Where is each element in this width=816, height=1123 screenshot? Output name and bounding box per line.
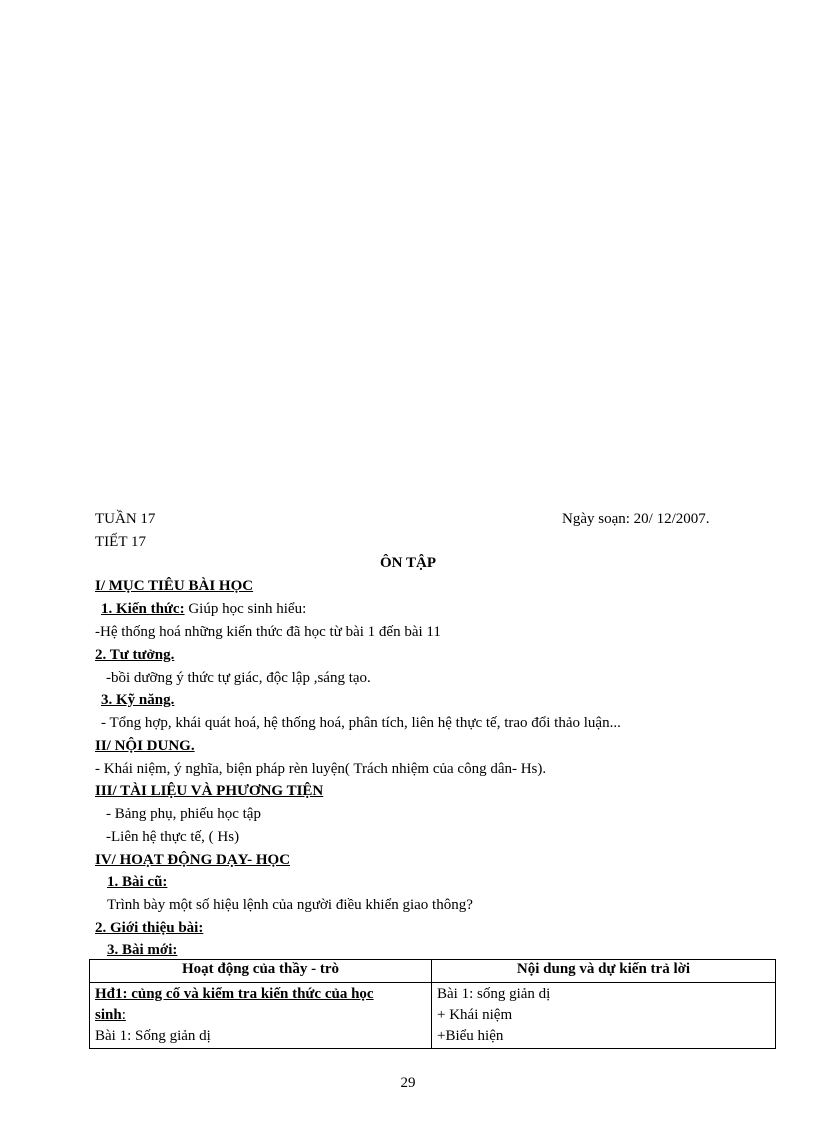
knowledge-label: 1. Kiến thức:: [101, 601, 185, 617]
section-activities-heading: IV/ HOẠT ĐỘNG DẠY- HỌC: [95, 852, 291, 868]
table-header-content: Nội dung và dự kiến trả lời: [432, 960, 776, 983]
section-objectives-heading: I/ MỤC TIÊU BÀI HỌC: [95, 578, 254, 594]
section-content-heading: II/ NỘI DUNG.: [95, 738, 195, 754]
table-header-row: [90, 960, 776, 983]
new-lesson-label: 3. Bài mới:: [107, 942, 178, 958]
table-cell-content: [432, 983, 776, 1049]
table-row: [90, 983, 776, 1049]
page-title: ÔN TẬP: [380, 555, 436, 571]
knowledge-line: [101, 599, 306, 619]
date-label: Ngày soạn: 20/ 12/2007.: [562, 511, 710, 527]
table-header-teacher: Hoạt động của thầy - trò: [90, 960, 432, 983]
content-detail: - Khái niệm, ý nghĩa, biện pháp rèn luyện( Trách nhiệm của công dân- Hs).: [95, 761, 547, 777]
skill-detail: - Tổng hợp, khái quát hoá, hệ thống hoá, phân tích, liên hệ thực tế, trao đổi thảo luận...: [101, 715, 621, 731]
materials-line-1: - Bảng phụ, phiếu học tập: [106, 806, 261, 822]
table-cell-activity: [90, 983, 432, 1049]
page-number: 29: [400, 1075, 416, 1091]
old-lesson-label: 1. Bài cũ:: [107, 874, 168, 890]
content-line-3: +Biểu hiện: [437, 1028, 504, 1044]
thought-label: 2. Tư tưởng.: [95, 647, 175, 663]
thought-detail: -bồi dưỡng ý thức tự giác, độc lập ,sáng tạo.: [106, 670, 371, 686]
knowledge-detail: -Hệ thống hoá những kiến thức đã học từ bài 1 đến bài 11: [95, 624, 441, 640]
period-label: TIẾT 17: [95, 534, 146, 550]
skill-label: 3. Kỹ năng.: [101, 692, 175, 708]
content-line-2: + Khái niệm: [437, 1007, 513, 1023]
section-materials-heading: III/ TÀI LIỆU VÀ PHƯƠNG TIỆN: [95, 783, 324, 799]
materials-line-2: -Liên hệ thực tế, ( Hs): [106, 829, 240, 845]
week-label: TUẦN 17: [95, 511, 156, 527]
activity-lesson-line: Bài 1: Sống giản dị: [95, 1028, 211, 1044]
content-line-1: Bài 1: sống giản dị: [437, 986, 551, 1002]
old-lesson-question: Trình bày một số hiệu lệnh của người điều khiển giao thông?: [107, 897, 473, 913]
activity-title-line-1: Hđ1: củng cố và kiểm tra kiến thức của học: [95, 986, 374, 1002]
activity-title-word: sinh: [95, 1007, 122, 1023]
activity-title-line-2: [95, 1005, 426, 1026]
knowledge-text: Giúp học sinh hiểu:: [184, 601, 307, 617]
intro-label: 2. Giới thiệu bài:: [95, 920, 204, 936]
activity-table: [89, 959, 776, 1049]
activity-title-colon: :: [121, 1007, 126, 1023]
